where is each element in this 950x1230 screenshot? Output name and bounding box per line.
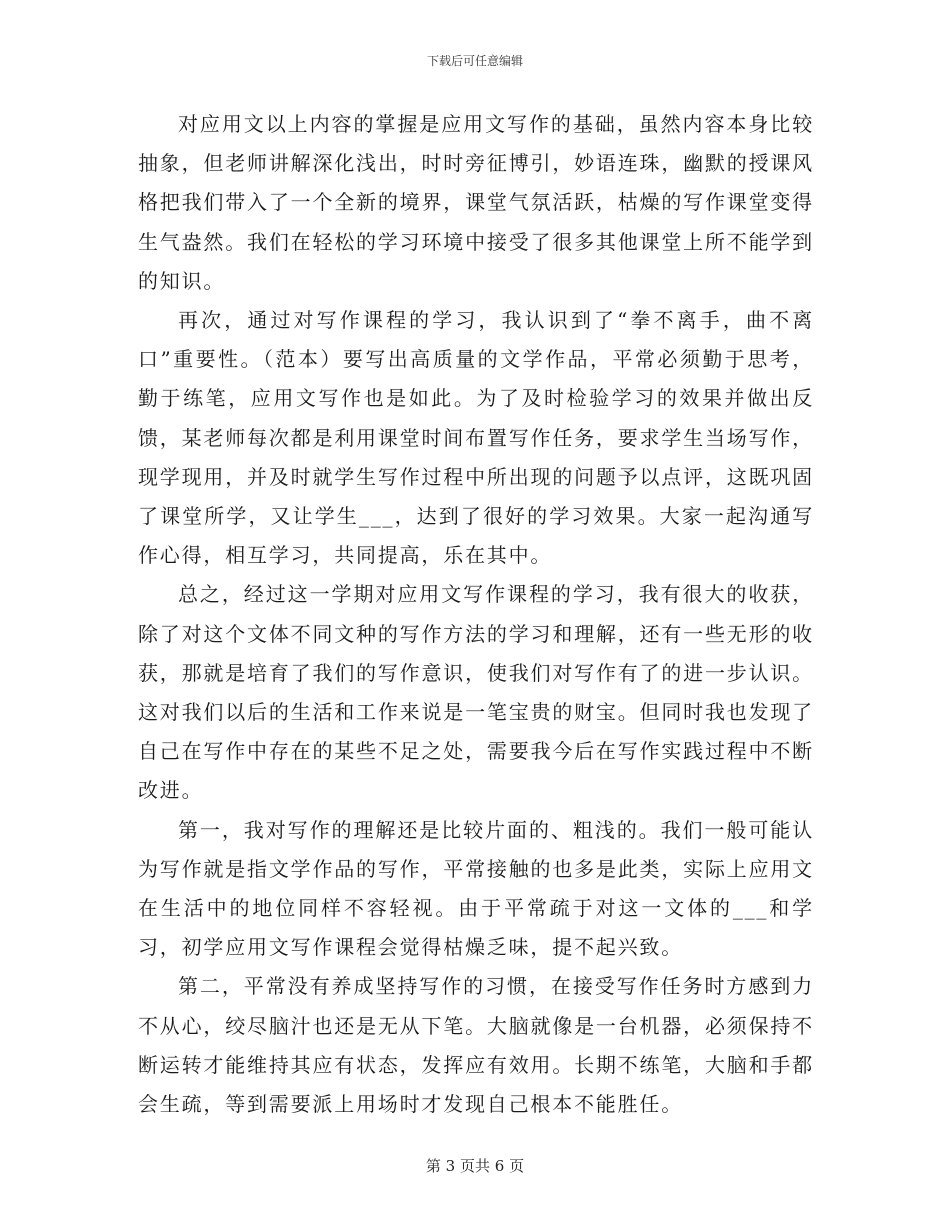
document-body — [138, 105, 814, 1124]
paragraph-1: 对应用文以上内容的掌握是应用文写作的基础，虽然内容本身比较抽象，但老师讲解深化浅出，时时旁征博引，妙语连珠，幽默的授课风格把我们带入了一个全新的境界，课堂气氛活跃，枯燥的写作课堂变得生气盎然。我们在轻松的学习环境中接受了很多其他课堂上所不能学到的知识。 — [138, 112, 814, 293]
paragraph-3: 总之，经过这一学期对应用文写作课程的学习，我有很大的收获，除了对这个文体不同文种的写作方法的学习和理解，还有一些无形的收获，那就是培育了我们的写作意识，使我们对写作有了的进一步认识。这对我们以后的生活和工作来说是一笔宝贵的财宝。但同时我也发现了自己在写作中存在的某些不足之处，需要我今后在写作实践过程中不断改进。 — [138, 582, 814, 803]
page-number-footer: 第 3 页共 6 页 — [425, 1157, 525, 1175]
paragraph-2: 再次，通过对写作课程的学习，我认识到了“拳不离手，曲不离口”重要性。（范本）要写出高质量的文学作品，平常必须勤于思考，勤于练笔，应用文写作也是如此。为了及时检验学习的效果并做出反馈，某老师每次都是利用课堂时间布置写作任务，要求学生当场写作，现学现用，并及时就学生写作过程中所出现的问题予以点评，这既巩固了课堂所学，又让学生___，达到了很好的学习效果。大家一起沟通写作心得，相互学习，共同提高，乐在其中。 — [138, 308, 814, 568]
page-header: 下载后可任意编辑 — [426, 54, 523, 68]
paragraph-4: 第一，我对写作的理解还是比较片面的、粗浅的。我们一般可能认为写作就是指文学作品的写作，平常接触的也多是此类，实际上应用文在生活中的地位同样不容轻视。由于平常疏于对这一文体的___和学习，初学应用文写作课程会觉得枯燥乏味，提不起兴致。 — [138, 817, 814, 960]
paragraph-5: 第二，平常没有养成坚持写作的习惯，在接受写作任务时方感到力不从心，绞尽脑汁也还是无从下笔。大脑就像是一台机器，必须保持不断运转才能维持其应有状态，发挥应有效用。长期不练笔，大脑和手都会生疏，等到需要派上用场时才发现自己根本不能胜任。 — [138, 974, 814, 1117]
